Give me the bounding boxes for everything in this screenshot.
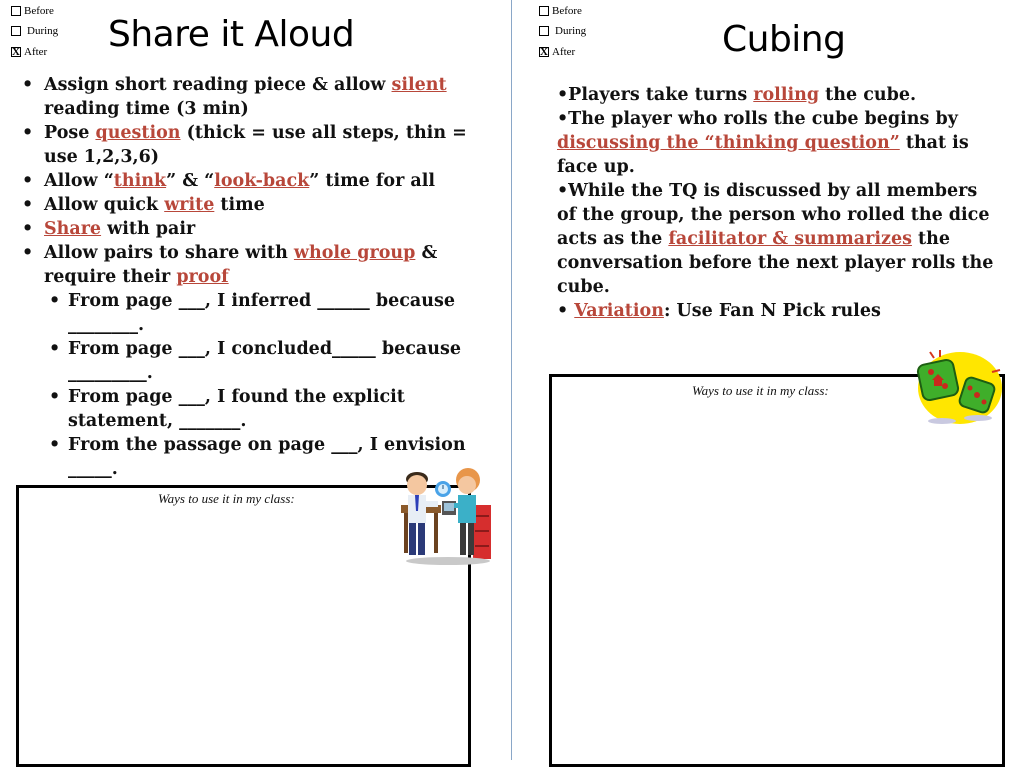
bullet-item: • Allow “think” & “look-back” time for all (16, 169, 474, 193)
dice-clipart-icon (912, 348, 1008, 428)
sentence-stem: • From the passage on page ___, I envision _____. (16, 433, 474, 481)
right-during-checkbox[interactable] (539, 25, 586, 37)
bullet-item: • Allow quick write time (16, 193, 474, 217)
right-before-checkbox[interactable] (539, 5, 582, 17)
bullet-item: • Assign short reading piece & allow silent reading time (3 min) (16, 73, 474, 121)
sentence-stem: • From page ___, I concluded_____ because _________. (16, 337, 474, 385)
right-stage-checkboxes (539, 5, 629, 65)
bullet-item: • Share with pair (16, 217, 474, 241)
checkbox-label: During (555, 25, 587, 37)
keyword-link[interactable]: Variation (574, 301, 664, 321)
checkbox-label: After (552, 46, 576, 58)
left-stage-checkboxes (11, 5, 101, 65)
left-bullet-list (16, 73, 474, 481)
checkbox-label: After (24, 46, 48, 58)
left-before-checkbox[interactable] (11, 5, 54, 17)
checkbox-square-checked[interactable] (11, 47, 21, 57)
checkbox-square-checked[interactable] (539, 47, 549, 57)
keyword-link[interactable]: Share (44, 219, 102, 239)
sentence-stem: • From page ___, I inferred ______ because ________. (16, 289, 474, 337)
right-title: Cubing (722, 19, 846, 60)
keyword-link[interactable]: question (95, 123, 181, 143)
left-title: Share it Aloud (108, 14, 355, 55)
instruction-paragraph: •While the TQ is discussed by all members of the group, the person who rolled the dice acts as the facilitator & summarizes the conversation before the next player rolls the cube. (557, 181, 994, 297)
keyword-link[interactable]: facilitator & summarizes (668, 229, 912, 249)
checkbox-square[interactable] (11, 26, 21, 36)
left-notes-label: Ways to use it in my class: (158, 491, 295, 506)
instruction-paragraph: • Variation: Use Fan N Pick rules (557, 301, 881, 321)
right-instructions (557, 83, 997, 323)
keyword-link[interactable]: think (113, 171, 167, 191)
keyword-link[interactable]: silent (391, 75, 447, 95)
keyword-link[interactable]: write (164, 195, 215, 215)
people-clipart-icon (398, 465, 496, 565)
sentence-stem: • From page ___, I found the explicit statement, _______. (16, 385, 474, 433)
checkbox-label: Before (24, 5, 54, 17)
keyword-link[interactable]: look-back (214, 171, 310, 191)
keyword-link[interactable]: proof (176, 267, 229, 287)
checkbox-square[interactable] (11, 6, 21, 16)
bullet-item: • Allow pairs to share with whole group & require their proof • From page ___, I inferred ______ because ________. • From page ___, I concluded_____ because _________. • From page ___, I found the explicit statement, _______. • From the passage on page ___, I envision _____. (16, 241, 474, 481)
left-during-checkbox[interactable] (11, 25, 58, 37)
left-after-checkbox[interactable] (11, 46, 47, 58)
keyword-link[interactable]: discussing the “thinking question” (557, 133, 900, 153)
right-notes-label: Ways to use it in my class: (692, 383, 829, 398)
checkbox-square[interactable] (539, 26, 549, 36)
keyword-link[interactable]: whole group (293, 243, 416, 263)
bullet-item: • Pose question (thick = use all steps, thin = use 1,2,3,6) (16, 121, 474, 169)
checkbox-square[interactable] (539, 6, 549, 16)
checkbox-label: During (27, 25, 59, 37)
instruction-paragraph: •The player who rolls the cube begins by discussing the “thinking question” that is face up. (557, 109, 969, 177)
checkbox-label: Before (552, 5, 582, 17)
instruction-paragraph: •Players take turns rolling the cube. (557, 85, 917, 105)
sentence-stem-list (16, 289, 474, 481)
right-after-checkbox[interactable] (539, 46, 575, 58)
keyword-link[interactable]: rolling (753, 85, 820, 105)
column-divider (511, 0, 512, 760)
right-notes-box[interactable] (549, 374, 1005, 767)
